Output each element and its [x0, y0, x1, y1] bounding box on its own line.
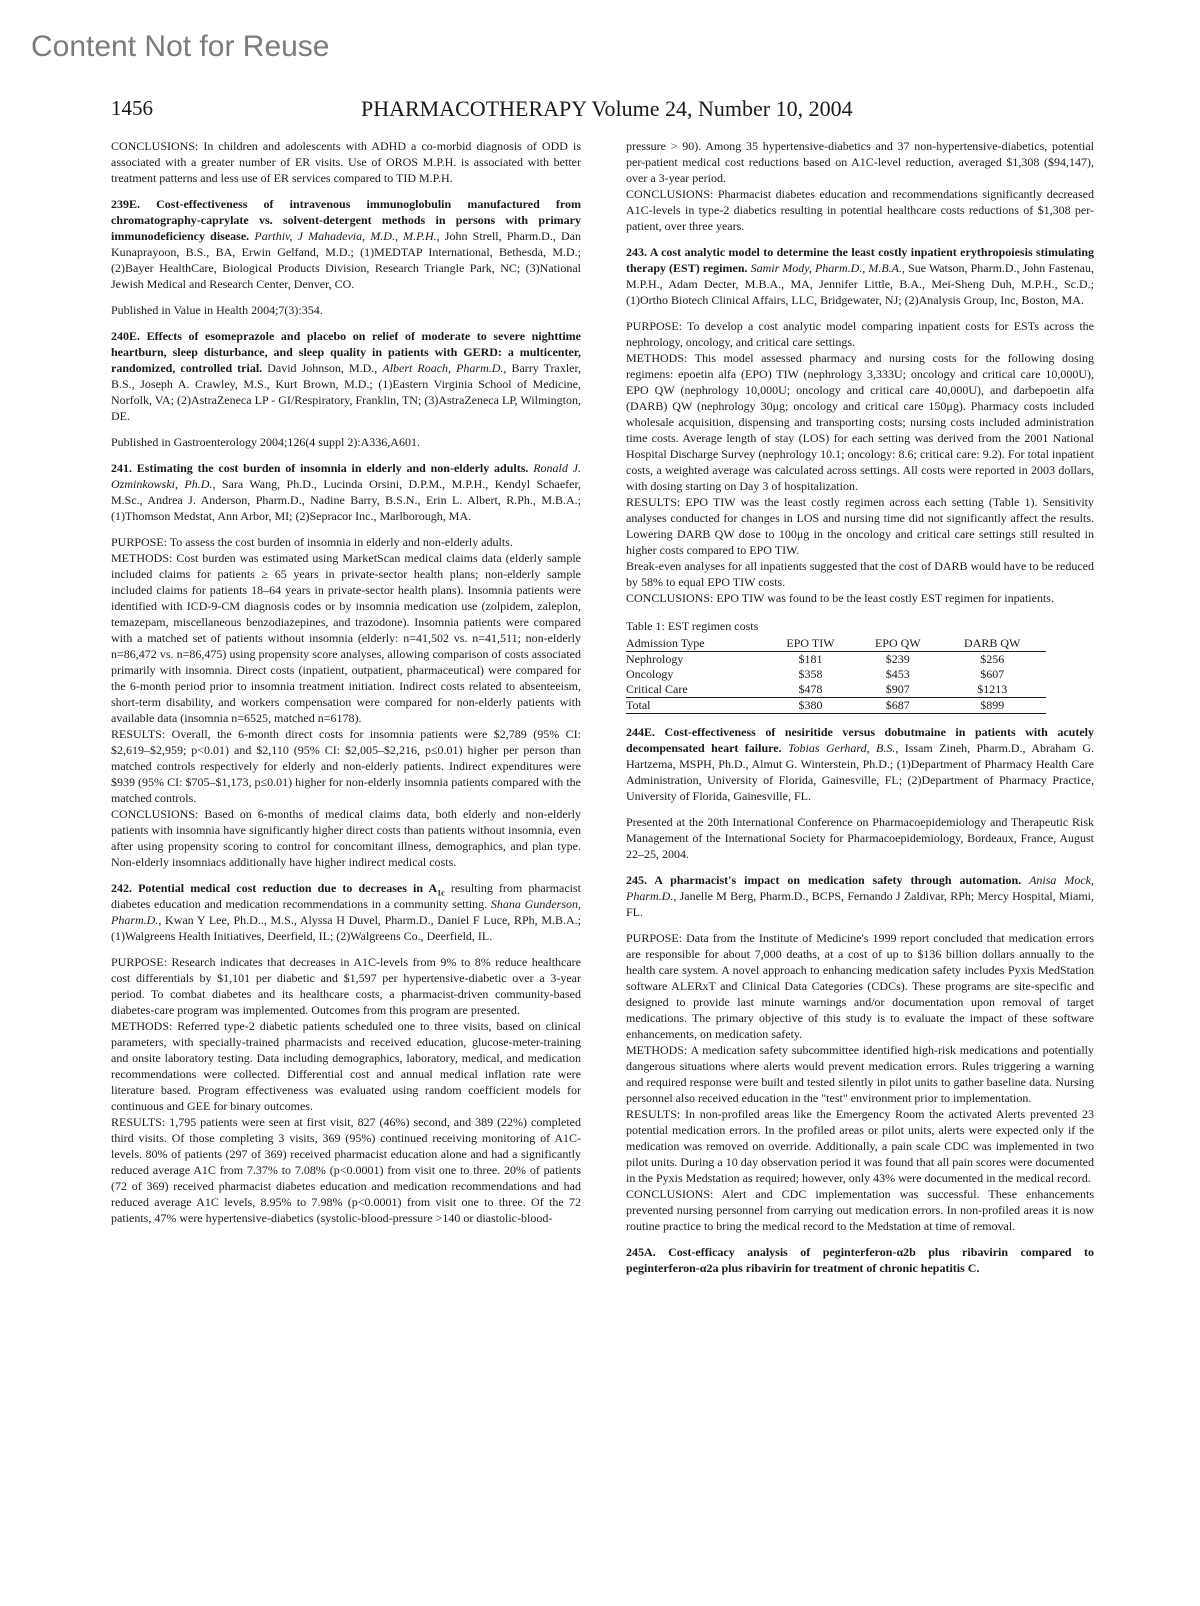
- conclusions-paragraph: CONCLUSIONS: Alert and CDC implementation was successful. These enhancements prevented nursing personnel from carrying out medication errors. In non-profiled areas it is now routine practice to bring the medical record to the Medstation at time of removal.: [626, 1187, 1094, 1233]
- table-cell: $380: [768, 698, 857, 714]
- results-paragraph: RESULTS: EPO TIW was the least costly regimen across each setting (Table 1). Sensitivity analyses conducted for changes in LOS and nursing time did not significantly affect the results. Lowering DARB QW dose to 100μg in the oncology and critical care settings still resulted in higher costs compared to EPO TIW.: [626, 495, 1094, 557]
- table-title: Table 1: EST regimen costs: [626, 619, 759, 633]
- column-header: EPO QW: [857, 636, 942, 652]
- right-column: [626, 138, 1094, 1276]
- publication-note: Published in Gastroenterology 2004;126(4 suppl 2):A336,A601.: [111, 435, 420, 449]
- table-cell: $907: [885, 682, 910, 696]
- author-list: , Sue Watson, Pharm.D., John Fastenau, M.P.H., Adam Decter, M.B.A., MA, Jennifer Little, B.A., Mei-Sheng Duh, M.P.H., Sc.D.; (1)Ortho Biotech Clinical Affairs, LLC, Bridgewater, NJ; (2)Analysis Group, Inc, Boston, MA.: [626, 261, 1094, 307]
- purpose-paragraph: PURPOSE: Data from the Institute of Medicine's 1999 report concluded that medication errors are responsible for about 7,000 deaths, at a cost of up to $136 billion dollars annually to the health care system. A novel approach to enhancing medication safety includes Pyxis MedStation software ALERxT and Clinical Data Categories (CDCs). These programs are site-specific and designed to provide last minute warnings and/or documentation upon removal of target medications. The primary objective of this study is to evaluate the impact of these software enhancements, on medication safety.: [626, 931, 1094, 1041]
- presenting-author: Samir Mody, Pharm.D., M.B.A.: [750, 261, 902, 275]
- column-header: DARB QW: [942, 636, 1046, 652]
- table-cell: $256: [980, 652, 1005, 666]
- conclusions-paragraph: CONCLUSIONS: Pharmacist diabetes education and recommendations significantly decreased A1C-levels in type-2 diabetics resulting in potential healthcare costs reductions of $1,308 per-patient, over three years.: [626, 187, 1094, 233]
- abstract-242-heading: [111, 880, 581, 944]
- author-list: , Barry Traxler, B.S., Joseph A. Crawley, M.S., Kurt Brown, M.D.; (1)Eastern Virginia School of Medicine, Norfolk, VA; (2)AstraZeneca LP - GI/Respiratory, Franklin, TN; (3)AstraZeneca LP, Wilmington, DE.: [111, 361, 582, 423]
- table-cell: $607: [980, 667, 1005, 681]
- methods-paragraph: METHODS: Referred type-2 diabetic patients scheduled one to three visits, based on clinical parameters, with specially-trained pharmacists and received education, glucose-meter-training and onsite laboratory testing. Data including demographics, laboratory, medical, and medication recommendations were collected. Differential cost and annual medical inflation rate were literature based. Program effectiveness was evaluated using random coefficient models for continuous and GEE for binary outcomes.: [111, 1019, 581, 1113]
- author-list: John Strell, Pharm.D., Dan Kunaprayoon, B.S., BA, Erwin Gelfand, M.D.; (1)MEDTAP International, Bethesda, M.D.; (2)Bayer HealthCare, Biological Products Division, Research Triangle Park, NC; (3)National Jewish Medical and Research Center, Denver, CO.: [111, 229, 581, 291]
- breakeven-paragraph: Break-even analyses for all inpatients suggested that the cost of DARB would have to be reduced by 58% to equal EPO TIW costs.: [626, 559, 1094, 589]
- column-header: EPO TIW: [768, 636, 857, 652]
- abstract-title: 244E. Cost-effectiveness of nesiritide versus dobutmaine in patients with acutely decompensated heart failure.: [626, 725, 1094, 755]
- purpose-paragraph: PURPOSE: To develop a cost analytic model comparing inpatient costs for ESTs across the nephrology, oncology, and critical care settings.: [626, 319, 1094, 349]
- abstract-title: 241. Estimating the cost burden of insomnia in elderly and non-elderly adults.: [111, 461, 529, 475]
- presentation-note: Presented at the 20th International Conference on Pharmacoepidemiology and Therapeutic Risk Management of the International Society for Pharmacoepidemiology, Bordeaux, France, August 22–25, 2004.: [626, 815, 1094, 861]
- abstract-title: 245A. Cost-efficacy analysis of peginterferon-α2b plus ribavirin compared to peginterferon-α2a plus ribavirin for treatment of chronic hepatitis C.: [626, 1245, 1094, 1275]
- table-cell: $358: [798, 667, 823, 681]
- author-list: , Issam Zineh, Pharm.D., Abraham G. Hartzema, MSPH, Ph.D., Almut G. Winterstein, Ph.D.; (1)Department of Pharmacy Health Care Administration, University of Florida, Gainesville, FL; (2)Department of Pharmacy Practice, University of Florida, Gainesville, FL.: [626, 741, 1095, 803]
- methods-paragraph: METHODS: Cost burden was estimated using MarketScan medical claims data (elderly sample included claims for patients ≥ 65 years in private-sector health plans; non-elderly sample included claims for patients 18–64 years in private-sector health plans). Insomnia patients were identified with ICD-9-CM diagnosis codes or by insomnia medication use (zolpidem, zaleplon, temazepam, miscellaneous benzodiazepines, and trazodone). Insomnia patients were compared with a matched set of patients without insomnia (elderly: n=41,502 vs. n=41,511; non-elderly n=86,472 vs. n=86,475) using propensity score analyses, allowing comparison of costs associated primarily with insomnia. Direct costs (inpatient, outpatient, pharmaceutical) were compared for the 6-month period prior to insomnia treatment initiation. Indirect costs related to absenteeism, short-term disability, and workers compensation were compared for non-elderly patients with available data (insomnia n=6525, matched n=6178).: [111, 551, 581, 725]
- presenting-author: Ronald J. Ozminkowski, Ph.D.: [111, 461, 581, 491]
- table-cell: Total: [626, 698, 768, 714]
- regimen-cost-table: [626, 636, 1046, 714]
- abstract-239-heading: 239E. Cost-effectiveness of intravenous immunoglobulin manufactured from chromatography-caprylate vs. solvent-detergent methods in persons with primary immunodeficiency disease. Parthiv, J Mahadevia, M.D., M.P.H., John Strell, Pharm.D., Dan Kunaprayoon, B.S., BA, Erwin Gelfand, M.D.; (1)MEDTAP International, Bethesda, M.D.; (2)Bayer HealthCare, Biological Products Division, Research Triangle Park, NC; (3)National Jewish Medical and Research Center, Denver, CO.: [111, 197, 581, 291]
- title-continuation: resulting from pharmacist diabetes education and medication recommendations in a community setting.: [111, 881, 582, 911]
- conclusions-paragraph: CONCLUSIONS: Based on 6-months of medical claims data, both elderly and non-elderly patients with insomnia have significantly higher direct costs than patients without insomnia, even after using propensity scoring to control for concomitant illness, demographics, and plan type. Non-elderly insomniacs additionally have higher indirect medical costs.: [111, 807, 581, 869]
- table-cell: $181: [798, 652, 823, 666]
- results-paragraph: RESULTS: In non-profiled areas like the Emergency Room the activated Alerts prevented 23 potential medication errors. In the profiled areas or pilot units, alerts were expected only if the medication was removed on override. Additionally, a pain scale CDC was implemented in two pilot units. During a 10 day observation period it was found that all pain scores were documented in the Pyxis Medstation as required; however, only 43% were documented in the medical record.: [626, 1107, 1094, 1185]
- methods-paragraph: METHODS: A medication safety subcommittee identified high-risk medications and potentially dangerous situations where alerts would prevent medication errors. Rules triggering a warning and required response were built and tested silently in pilot units to gather baseline data. Nursing personnel also received education in the "test" environment prior to implementation.: [626, 1043, 1094, 1105]
- author-list: , Kwan Y Lee, Ph.D.., M.S., Alyssa H Duvel, Pharm.D., Daniel F Luce, RPh, M.B.A.; (1)Walgreens Health Initiatives, Deerfield, IL; (2)Walgreens Co., Deerfield, IL.: [111, 913, 581, 943]
- author-list: David Johnson, M.D.,: [267, 361, 378, 375]
- presenting-author: Anisa Mock, Pharm.D.: [626, 873, 1094, 903]
- table-cell: Oncology: [626, 667, 674, 681]
- presenting-author: Tobias Gerhard, B.S.: [787, 741, 896, 755]
- abstract-244-heading: [626, 724, 1094, 804]
- abstract-title: 245. A pharmacist's impact on medication safety through automation.: [626, 873, 1022, 887]
- watermark-text: Content Not for Reuse: [31, 30, 330, 63]
- title-part: 242. Potential medical cost reduction due to decreases in A: [111, 881, 438, 895]
- conclusions-paragraph: CONCLUSIONS: EPO TIW was found to be the least costly EST regimen for inpatients.: [626, 591, 1054, 605]
- results-paragraph: RESULTS: 1,795 patients were seen at first visit, 827 (46%) second, and 389 (22%) completed third visits. Of those completing 3 visits, 369 (95%) continued receiving monitoring of A1C-levels. 80% of patients (297 of 369) received pharmacist education alone and had a significantly reduced average A1C from 7.37% to 7.08% (p<0.0001) from visit one to three. 20% of patients (72 of 369) received pharmacist diabetes education and medication recommendations and had reduced average A1C levels, 8.95% to 7.98% (p<0.0001) from visit one to three. Of the 72 patients, 47% were hypertensive-diabetics (systolic-blood-pressure >140 or diastolic-blood-: [111, 1115, 581, 1225]
- purpose-paragraph: PURPOSE: To assess the cost burden of insomnia in elderly and non-elderly adults.: [111, 535, 513, 549]
- abstract-title: 243. A cost analytic model to determine the least costly inpatient erythropoiesis stimulating therapy (EST) regimen.: [626, 245, 1094, 275]
- presenting-author: Albert Roach, Pharm.D.: [382, 361, 504, 375]
- abstract-240-heading: [111, 328, 581, 424]
- title-subscript: 1c: [437, 888, 445, 898]
- table-cell: Critical Care: [626, 682, 688, 696]
- presenting-author: Shana Gunderson, Pharm.D.: [111, 897, 581, 927]
- abstract-241-heading: [111, 460, 581, 524]
- page-number: 1456: [111, 96, 153, 120]
- results-paragraph: RESULTS: Overall, the 6-month direct costs for insomnia patients were $2,789 (95% CI: $2,619–$2,959; p<0.01) and $2,110 (95% CI: $2,005–$2,216, p≤0.01) higher per person than matched controls respectively for elderly and non-elderly patients. Indirect expenditures were $939 (95% CI: $705–$1,173, p≤0.01) higher for non-elderly insomnia patients compared with the matched controls.: [111, 727, 581, 805]
- abstract-title: 240E. Effects of esomeprazole and placebo on relief of moderate to severe nighttime heartburn, sleep disturbance, and sleep quality in patients with GERD: a multicenter, randomized, controlled trial.: [111, 329, 581, 375]
- table-cell: Nephrology: [626, 652, 684, 666]
- table-total-row: [626, 698, 1046, 714]
- column-header: Admission Type: [626, 636, 768, 652]
- abstract-245a-heading: [626, 1244, 1094, 1276]
- purpose-paragraph: PURPOSE: Research indicates that decreases in A1C-levels from 9% to 8% reduce healthcare cost differentials by $1,101 per diabetic and $1,597 per hypertensive-diabetic over a 3-year period. To combat diabetes and its healthcare costs, a pharmacist-driven community-based diabetes-care program was implemented. Outcomes from this program are presented.: [111, 955, 581, 1017]
- methods-paragraph: METHODS: This model assessed pharmacy and nursing costs for the following dosing regimens: epoetin alfa (EPO) TIW (nephrology 3,333U; oncology and critical care 10,000U), EPO QW (nephrology 10,000U; oncology and critical care 40,000U), and darbepoetin alfa (DARB) QW (nephrology 30μg; oncology and critical care 150μg). Pharmacy costs included wholesale acquisition, dispensing and transporting costs; nursing costs included administration time costs. Average length of stay (LOS) for each setting was derived from the 2001 National Hospital Discharge Survey (nephrology 10.1; oncology: 8.6; critical care: 9.2). For total inpatient costs, a weighted average was calculated across settings. All costs were reported in 2003 dollars, with dosing starting on Day 3 of hospitalization.: [626, 351, 1094, 493]
- table-header-row: [626, 636, 1046, 652]
- journal-header: PHARMACOTHERAPY Volume 24, Number 10, 2004: [361, 96, 853, 121]
- author-list: , Sara Wang, Ph.D., Lucinda Orsini, D.P.M., M.P.H., Kendyl Schaefer, M.Sc., Andrea J. Anderson, Pharm.D., Nadine Barry, B.S.N., Erin L. Albert, R.Ph., M.B.A.; (1)Thomson Medstat, Ann Arbor, MI; (2)Sepracor Inc., Marlborough, MA.: [111, 477, 581, 523]
- table-cell: $687: [857, 698, 942, 714]
- results-continuation: pressure > 90). Among 35 hypertensive-diabetics and 37 non-hypertensive-diabetics, potential per-patient medical cost reductions based on A1C-level reduction, averaged $1,308 ($94,147), over a 3-year period.: [626, 139, 1094, 185]
- table-cell: $478: [798, 682, 823, 696]
- table-row: [626, 682, 1046, 698]
- presenting-author: Parthiv, J Mahadevia, M.D., M.P.H.: [254, 229, 437, 243]
- publication-note: Published in Value in Health 2004;7(3):354.: [111, 303, 323, 317]
- abstract-243-heading: [626, 244, 1094, 308]
- table-cell: $899: [942, 698, 1046, 714]
- table-cell: $1213: [977, 682, 1008, 696]
- left-column: [111, 138, 581, 1226]
- table-cell: $239: [885, 652, 910, 666]
- abstract-title: 239E. Cost-effectiveness of intravenous immunoglobulin manufactured from chromatography-caprylate vs. solvent-detergent methods in persons with primary immunodeficiency disease.: [111, 197, 581, 243]
- author-list: , Janelle M Berg, Pharm.D., BCPS, Fernando J Zaldivar, RPh; Mercy Hospital, Miami, FL.: [626, 889, 1094, 919]
- abstract-title: [111, 881, 445, 898]
- abstract-245-heading: [626, 872, 1094, 920]
- conclusions-paragraph: CONCLUSIONS: In children and adolescents with ADHD a co-morbid diagnosis of ODD is associated with a greater number of ER visits. Use of OROS M.P.H. is associated with better treatment patterns and less use of ER services compared to TID M.P.H.: [111, 139, 581, 185]
- table-row: [626, 667, 1046, 682]
- table-row: [626, 652, 1046, 668]
- table-cell: $453: [885, 667, 910, 681]
